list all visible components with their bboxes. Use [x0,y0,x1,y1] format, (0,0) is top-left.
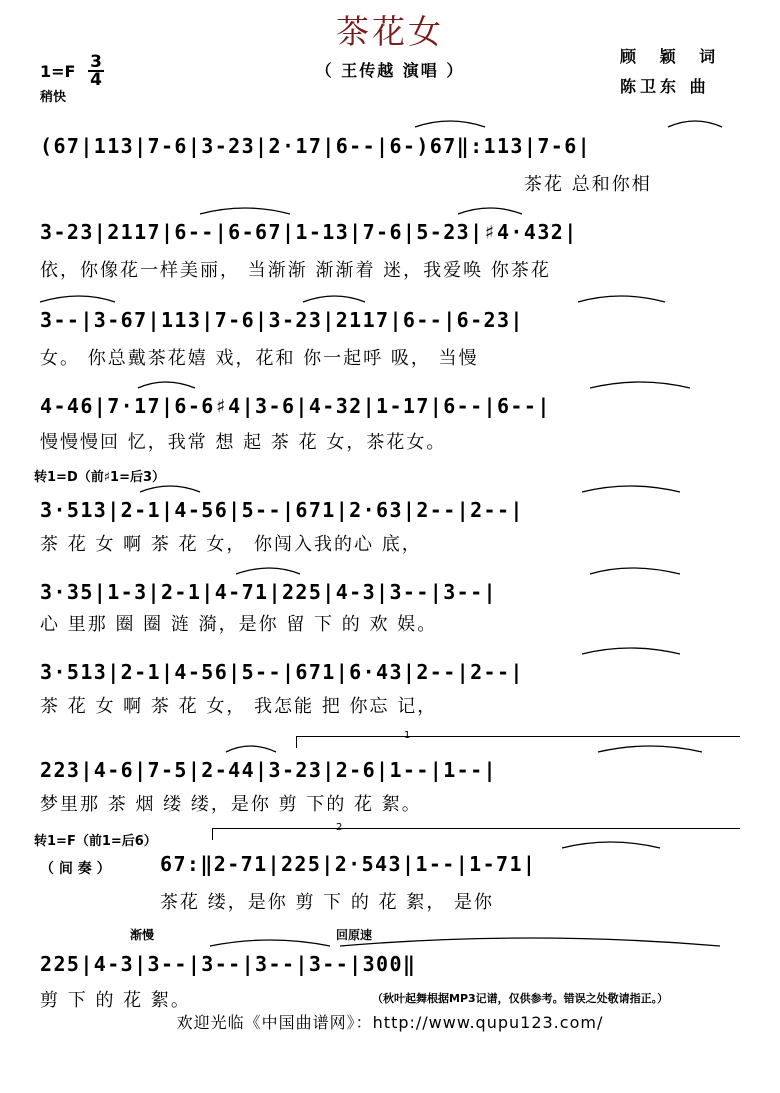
tempo-marking: 稍快 [40,90,67,105]
slur-arc [668,121,722,127]
slur-arc [40,296,115,302]
notation-row-4: 4-46|7·17|6-6♯4|3-6|4-32|1-17|6--|6--| [40,394,551,418]
slur-arc [458,208,522,214]
slur-arc [340,938,720,946]
lyric-row-6: 心 里那 圈 圈 涟 漪，是你 留 下 的 欢 娱。 [40,614,438,635]
notation-row-7: 3·513|2-1|4-56|5--|671|6·43|2--|2--| [40,660,524,684]
slur-arc [590,382,690,388]
modulation-marking-1: 转1=D（前♯1=后3） [34,470,166,485]
slur-arc [140,486,200,492]
site-footer: 欢迎光临《中国曲谱网》：http://www.qupu123.com/ [176,1013,604,1032]
slur-arc [236,568,300,574]
lyric-row-3: 女。 你总戴茶花嬉 戏，花和 你一起呼 吸， 当慢 [40,348,479,369]
notation-row-8: 223|4-6|7-5|2-44|3-23|2-6|1--|1--| [40,758,497,782]
notation-row-6: 3·35|1-3|2-1|4-71|225|4-3|3--|3--| [40,580,497,604]
lyricist-credit: 顾 颖 词 [620,47,725,66]
a-tempo-marking: 回原速 [336,928,373,942]
lyric-row-7: 茶 花 女 啊 茶 花 女， 我怎能 把 你忘 记， [40,696,438,717]
song-title: 茶花女 [336,12,444,51]
ritardando-marking: 渐慢 [130,928,155,942]
slur-arc [138,382,195,388]
composer-credit: 陈卫东 曲 [620,77,710,96]
slur-arc [415,121,485,127]
key-signature: 1=F [40,62,76,81]
slur-arc [200,208,290,214]
lyric-row-5: 茶 花 女 啊 茶 花 女， 你闯入我的心 底， [40,534,422,555]
transcription-note: （秋叶起舞根据MP3记谱，仅供参考。错误之处敬请指正。） [372,992,669,1005]
slur-arc [582,486,680,492]
slur-arc [598,746,702,752]
notation-row-2: 3-23|2117|6--|6-67|1-13|7-6|5-23|♯4·432| [40,220,578,244]
notation-row-9: 67:‖2-71|225|2·543|1--|1-71| [160,852,537,876]
time-signature: $\frac{3}{4}$ [88,54,104,88]
slur-arc [226,746,276,752]
slur-arc [210,940,330,946]
volta-2-number: 2 [336,822,343,833]
notation-row-5: 3·513|2-1|4-56|5--|671|2·63|2--|2--| [40,498,524,522]
slur-arc [562,842,660,848]
modulation-marking-2: 转1=F（前1=后6） [34,834,157,849]
notation-row-3: 3--|3-67|113|7-6|3-23|2117|6--|6-23| [40,308,524,332]
lyric-row-1: 茶花 总和你相 [524,174,652,195]
slur-arc [590,568,680,574]
slur-arc [582,648,680,654]
lyric-row-10: 剪 下 的 花 絮。 [40,990,191,1011]
notation-row-10: 225|4-3|3--|3--|3--|3--|300‖ [40,952,417,976]
interlude-marking: （ 间 奏 ） [40,861,111,877]
performer-credit: （ 王传越 演唱 ） [315,61,465,80]
lyric-row-9: 茶花 缕，是你 剪 下 的 花 絮， 是你 [160,892,495,913]
lyric-row-4: 慢慢慢回 忆，我常 想 起 茶 花 女，茶花女。 [40,432,447,453]
lyric-row-2: 依，你像花一样美丽， 当渐渐 渐渐着 迷，我爱唤 你茶花 [40,260,551,281]
lyric-row-8: 梦里那 茶 烟 缕 缕，是你 剪 下的 花 絮。 [40,794,422,815]
slur-arc [578,296,665,302]
volta-1-number: 1 [404,730,411,741]
notation-row-1: (67|113|7-6|3-23|2·17|6--|6-)67‖:113|7-6| [40,134,592,158]
slur-arc [303,296,365,302]
